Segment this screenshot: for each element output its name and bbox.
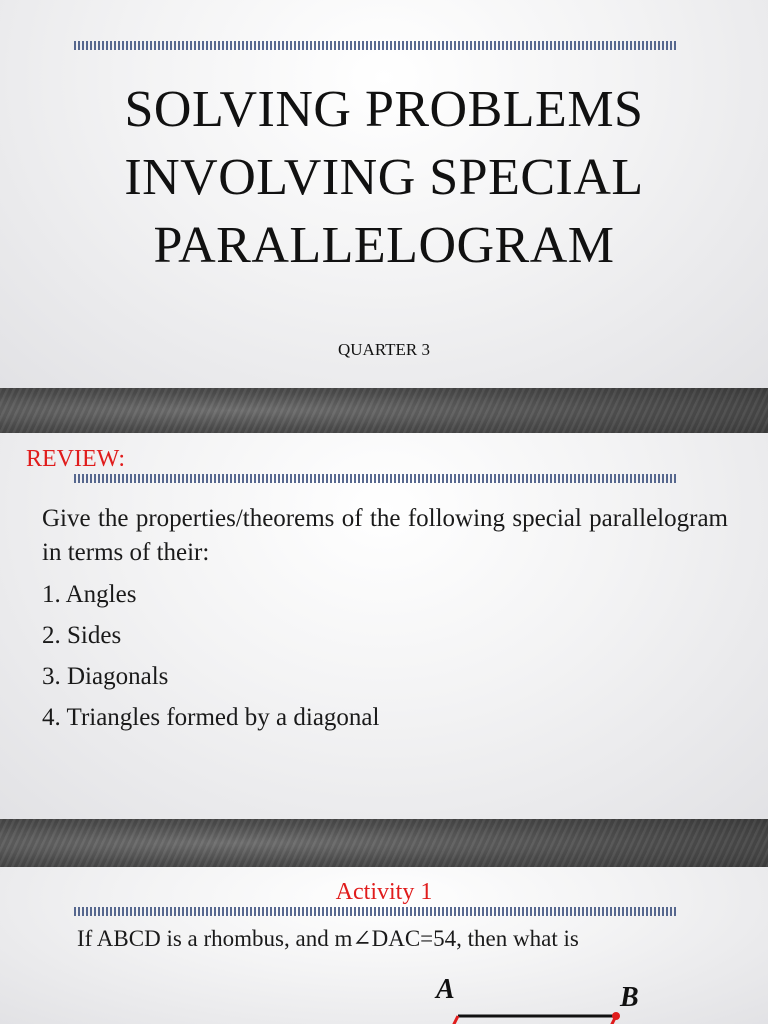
activity-title: Activity 1 — [335, 879, 433, 905]
review-item: 4. Triangles formed by a diagonal — [42, 704, 380, 731]
slide-divider-band — [0, 819, 768, 867]
review-item: 2. Sides — [42, 622, 122, 649]
vertex-label-b: B — [620, 982, 639, 1013]
activity-question: If ABCD is a rhombus, and m∠DAC=54, then what is — [77, 926, 579, 951]
slide-title-line-1: SOLVING PROBLEMS — [124, 81, 644, 138]
decorative-dotted-rule — [74, 474, 676, 483]
activity-slide — [0, 867, 768, 1024]
title-slide — [0, 0, 768, 388]
review-paragraph: Give the properties/theorems of the following special parallelogram in terms of their: — [42, 505, 728, 566]
rhombus-figure — [420, 972, 720, 1024]
review-item: 1. Angles — [42, 581, 137, 608]
rhombus-edge-left — [448, 1016, 458, 1024]
review-item: 3. Diagonals — [42, 663, 169, 690]
slide-divider-band — [0, 388, 768, 433]
vertex-point-b — [612, 1012, 620, 1020]
vertex-label-a: A — [436, 974, 455, 1005]
slide-subtitle: QUARTER 3 — [337, 340, 430, 359]
decorative-dotted-rule — [74, 907, 676, 916]
decorative-dotted-rule — [74, 41, 676, 50]
slide-title-line-3: PARALLELOGRAM — [153, 217, 615, 274]
slide-title — [40, 76, 728, 280]
slide-title-line-2: INVOLVING SPECIAL — [124, 149, 644, 206]
review-label: REVIEW: — [26, 446, 126, 472]
review-slide — [0, 433, 768, 819]
